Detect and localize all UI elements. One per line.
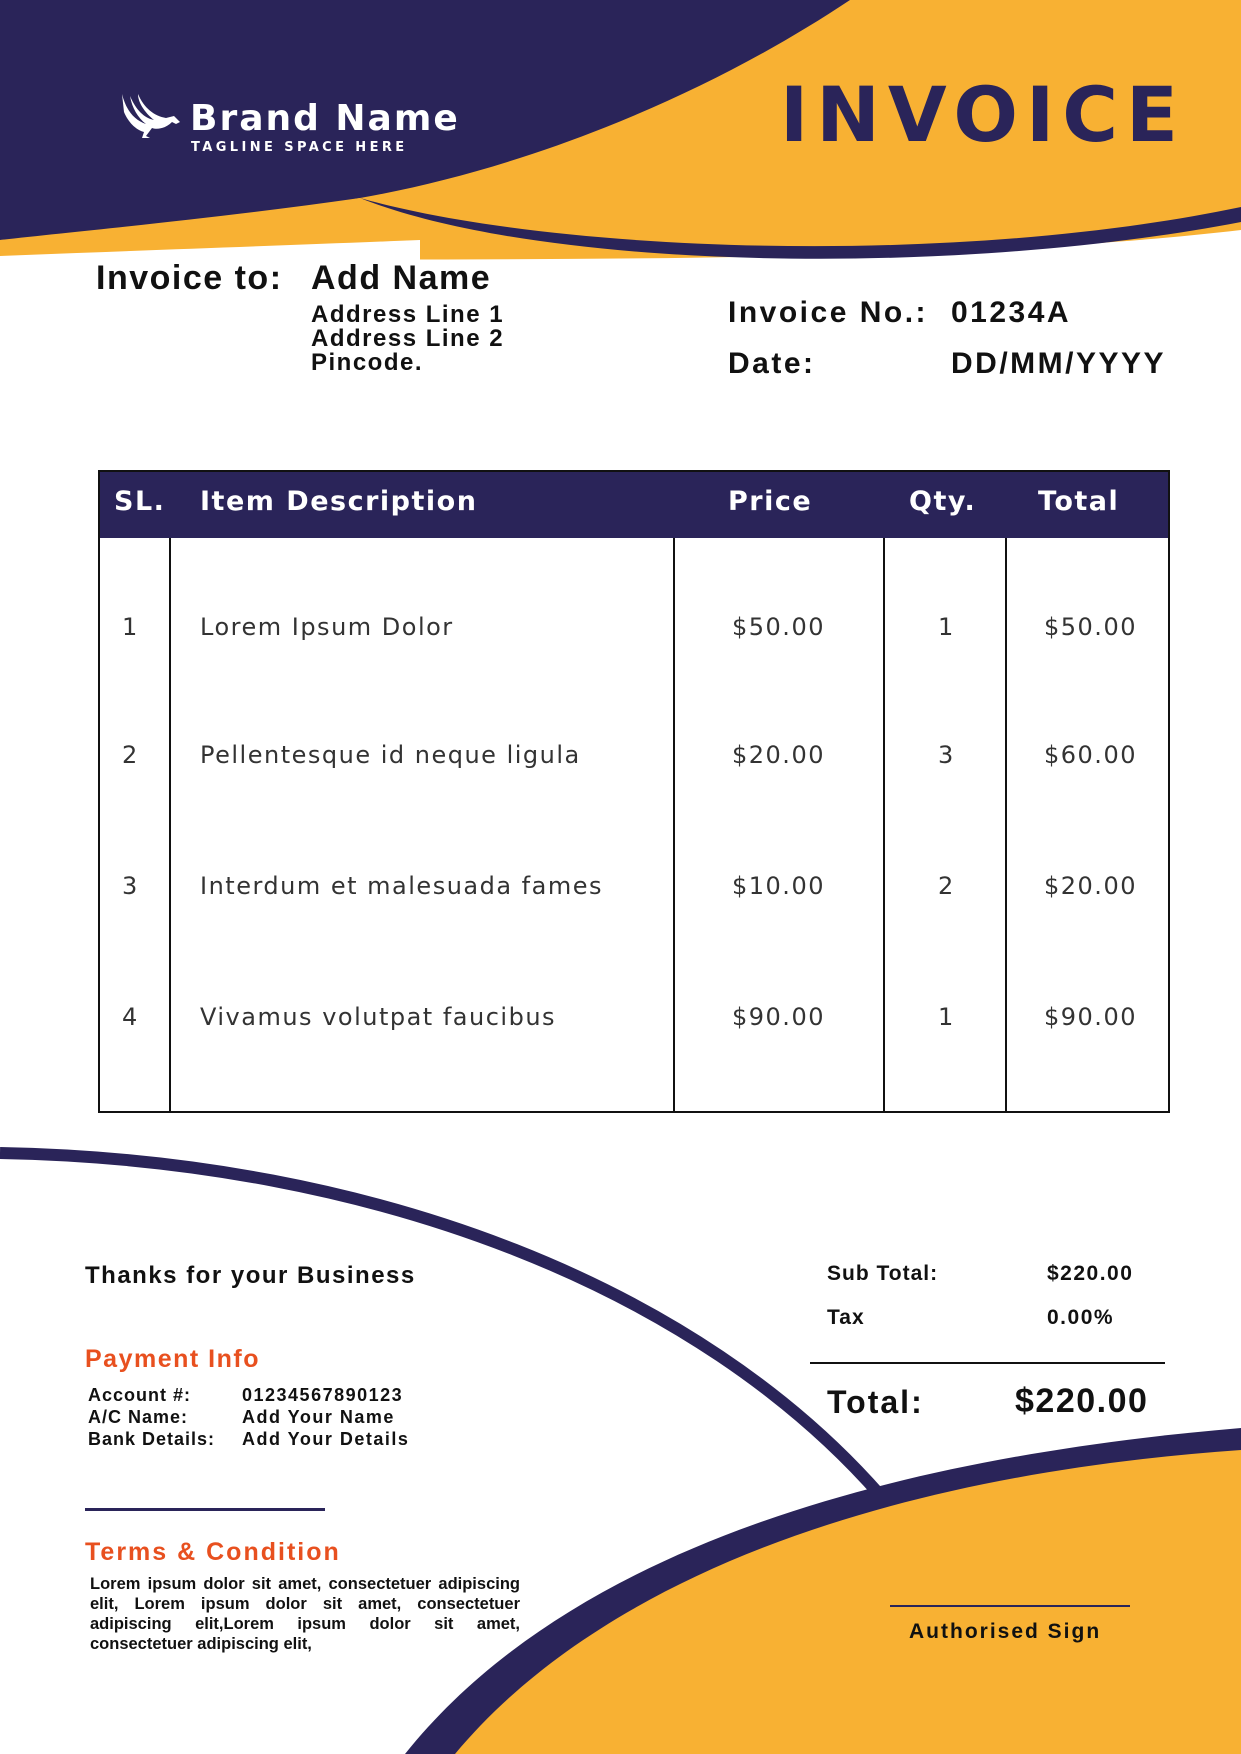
column-divider bbox=[169, 538, 171, 1111]
grand-total-label: Total: bbox=[827, 1384, 924, 1420]
subtotal-value: $220.00 bbox=[1047, 1262, 1134, 1285]
table-row-4-description: Vivamus volutpat faucibus bbox=[200, 1003, 557, 1031]
table-row-4-price: $90.00 bbox=[732, 1003, 825, 1031]
table-row-3-total: $20.00 bbox=[1044, 872, 1137, 900]
header-qty: Qty. bbox=[909, 486, 977, 517]
header-price: Price bbox=[728, 486, 813, 517]
payment-info-heading: Payment Info bbox=[85, 1345, 260, 1373]
header-item-description: Item Description bbox=[200, 486, 478, 517]
signature-line bbox=[890, 1605, 1130, 1607]
table-row-2-qty: 3 bbox=[938, 741, 955, 769]
bill-to-label: Invoice to: bbox=[96, 259, 283, 297]
section-divider bbox=[85, 1508, 325, 1511]
terms-body: Lorem ipsum dolor sit amet, consectetuer adipiscing elit, Lorem ipsum dolor sit amet, consectetuer adipiscing elit,Lorem ipsum dolor sit amet, consectetuer adipiscing elit, bbox=[90, 1575, 520, 1653]
account-number-label: Account #: bbox=[88, 1385, 192, 1405]
date-label: Date: bbox=[728, 347, 816, 380]
date-value: DD/MM/YYYY bbox=[951, 347, 1167, 380]
table-row-3-description: Interdum et malesuada fames bbox=[200, 872, 603, 900]
table-row-2-description: Pellentesque id neque ligula bbox=[200, 741, 581, 769]
header-sl: SL. bbox=[114, 486, 166, 517]
brand-name: Brand Name bbox=[190, 98, 460, 139]
table-row-2-total: $60.00 bbox=[1044, 741, 1137, 769]
invoice-number: 01234A bbox=[951, 296, 1072, 329]
table-row-1-total: $50.00 bbox=[1044, 613, 1137, 641]
table-row-1-price: $50.00 bbox=[732, 613, 825, 641]
table-row-3-sl: 3 bbox=[122, 872, 139, 900]
bank-details-value: Add Your Details bbox=[242, 1429, 410, 1449]
table-header bbox=[100, 472, 1168, 538]
subtotal-label: Sub Total: bbox=[827, 1262, 939, 1285]
thanks-message: Thanks for your Business bbox=[85, 1262, 416, 1289]
column-divider bbox=[673, 538, 675, 1111]
brand-logo-icon bbox=[116, 90, 186, 146]
table-row-2-price: $20.00 bbox=[732, 741, 825, 769]
table-row-2-sl: 2 bbox=[122, 741, 139, 769]
grand-total-value: $220.00 bbox=[1015, 1382, 1149, 1420]
bank-details-label: Bank Details: bbox=[88, 1429, 216, 1449]
bill-to-name: Add Name bbox=[311, 259, 492, 297]
column-divider bbox=[1005, 538, 1007, 1111]
totals-divider bbox=[810, 1362, 1165, 1364]
account-number-value: 01234567890123 bbox=[242, 1385, 404, 1405]
table-row-1-sl: 1 bbox=[122, 613, 139, 641]
table-row-4-qty: 1 bbox=[938, 1003, 955, 1031]
header-total: Total bbox=[1038, 486, 1120, 517]
table-row-3-price: $10.00 bbox=[732, 872, 825, 900]
account-name-label: A/C Name: bbox=[88, 1407, 189, 1427]
brand-tagline: TAGLINE SPACE HERE bbox=[191, 140, 408, 155]
terms-heading: Terms & Condition bbox=[85, 1538, 341, 1566]
table-row-1-description: Lorem Ipsum Dolor bbox=[200, 613, 454, 641]
tax-label: Tax bbox=[827, 1306, 865, 1329]
account-name-value: Add Your Name bbox=[242, 1407, 395, 1427]
signature-label: Authorised Sign bbox=[909, 1620, 1102, 1643]
tax-value: 0.00% bbox=[1047, 1306, 1115, 1329]
table-row-4-sl: 4 bbox=[122, 1003, 139, 1031]
address-line-1: Address Line 1 bbox=[311, 301, 505, 328]
invoice-number-label: Invoice No.: bbox=[728, 296, 929, 329]
pincode: Pincode. bbox=[311, 349, 424, 376]
invoice-title: INVOICE bbox=[780, 70, 1186, 159]
items-table bbox=[98, 470, 1170, 1113]
table-row-4-total: $90.00 bbox=[1044, 1003, 1137, 1031]
column-divider bbox=[883, 538, 885, 1111]
address-line-2: Address Line 2 bbox=[311, 325, 505, 352]
table-row-1-qty: 1 bbox=[938, 613, 955, 641]
table-row-3-qty: 2 bbox=[938, 872, 955, 900]
